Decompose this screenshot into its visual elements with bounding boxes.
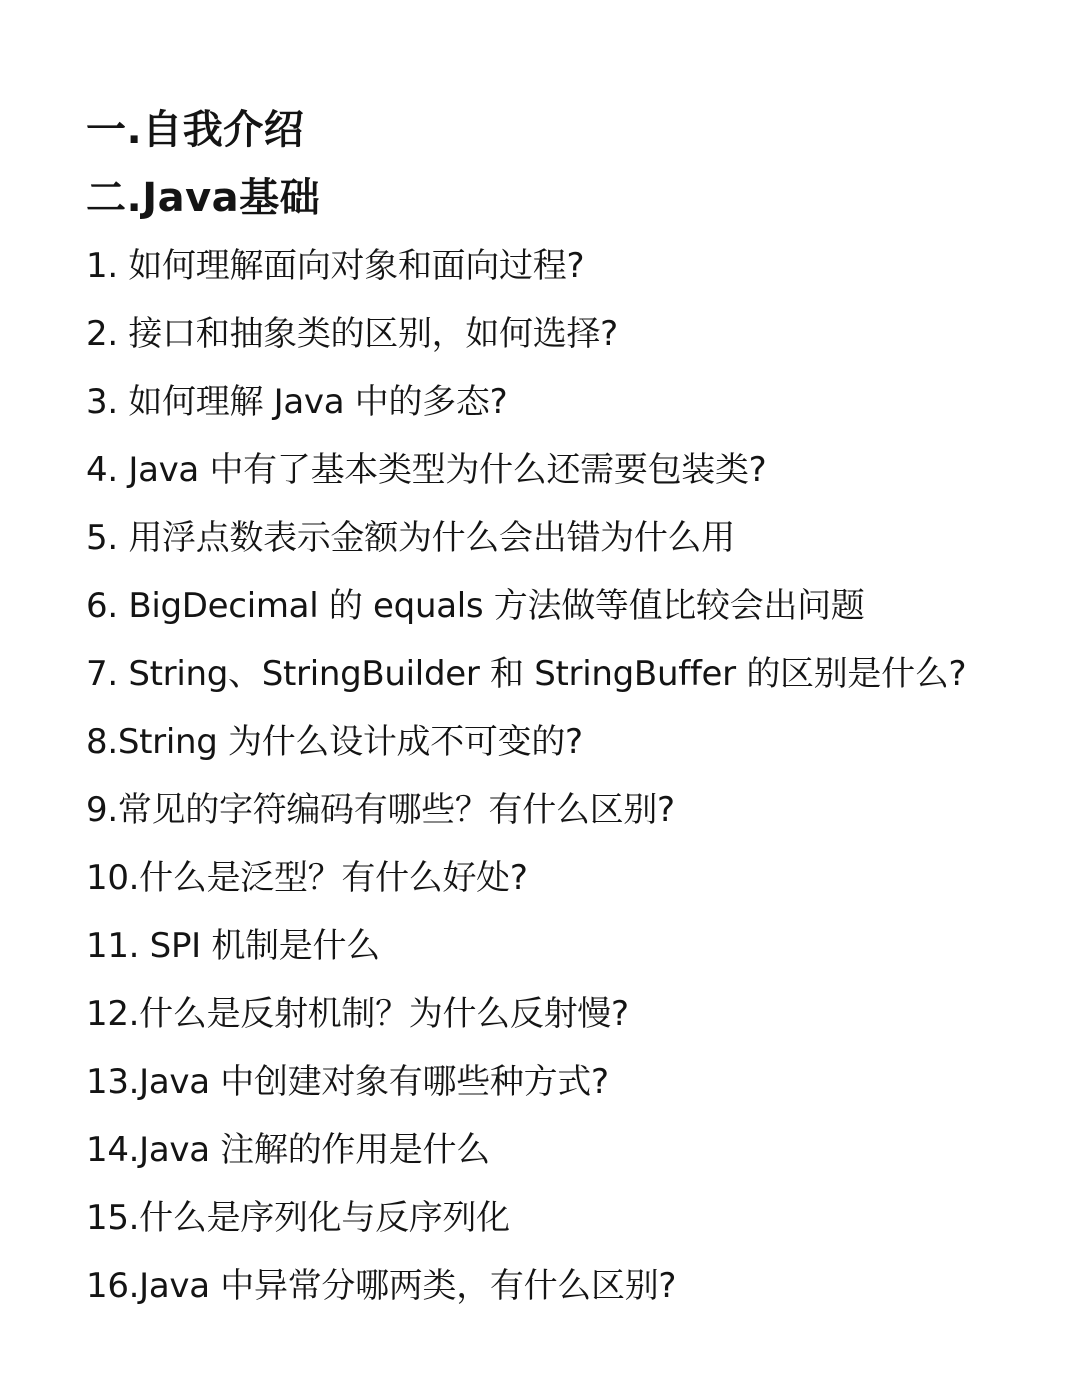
question-item: 7. String、StringBuilder 和 StringBuffer 的区别是什么? xyxy=(86,654,967,694)
question-item: 13.Java 中创建对象有哪些种方式? xyxy=(86,1062,609,1102)
section-heading-intro: 一.自我介绍 xyxy=(86,107,305,153)
section-heading-java-basics: 二.Java基础 xyxy=(86,175,321,221)
question-item: 8.String 为什么设计成不可变的? xyxy=(86,722,583,762)
question-item: 3. 如何理解 Java 中的多态? xyxy=(86,382,508,422)
question-item: 16.Java 中异常分哪两类，有什么区别? xyxy=(86,1266,677,1306)
question-list xyxy=(86,232,1046,1320)
question-item: 1. 如何理解面向对象和面向过程? xyxy=(86,246,585,286)
question-item: 10.什么是泛型？有什么好处? xyxy=(86,858,528,898)
question-item: 4. Java 中有了基本类型为什么还需要包装类? xyxy=(86,450,767,490)
question-item: 6. BigDecimal 的 equals 方法做等值比较会出问题 xyxy=(86,586,865,626)
document-page xyxy=(86,96,1046,1320)
question-item: 12.什么是反射机制？为什么反射慢? xyxy=(86,994,629,1034)
question-item: 15.什么是序列化与反序列化 xyxy=(86,1198,510,1238)
question-item: 5. 用浮点数表示金额为什么会出错为什么用 xyxy=(86,518,735,558)
question-item: 14.Java 注解的作用是什么 xyxy=(86,1130,490,1170)
question-item: 9.常见的字符编码有哪些？有什么区别? xyxy=(86,790,675,830)
question-item: 2. 接口和抽象类的区别，如何选择? xyxy=(86,314,618,354)
question-item: 11. SPI 机制是什么 xyxy=(86,926,380,966)
